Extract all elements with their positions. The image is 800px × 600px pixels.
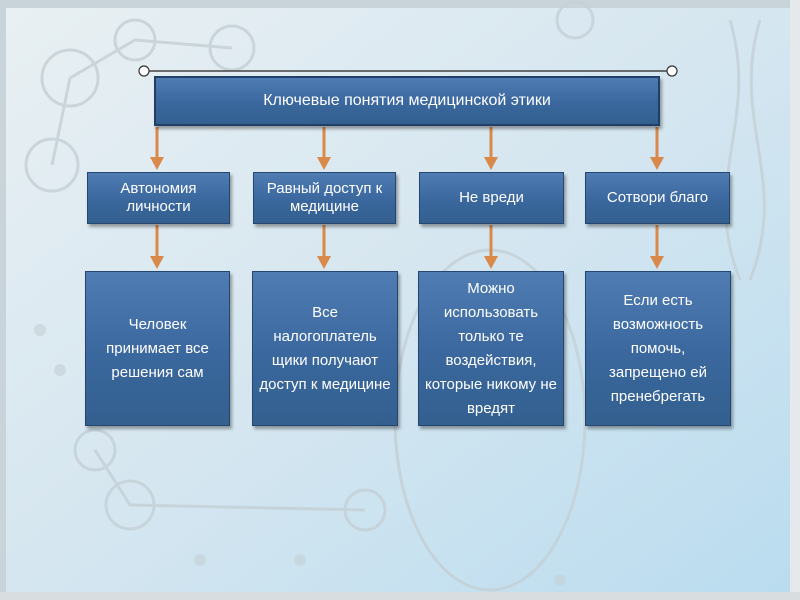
category-label: Сотвори благо: [606, 189, 709, 206]
arrow-cat-1-to-detail-1: [150, 225, 164, 269]
detail-box-do-no-harm: [418, 271, 564, 426]
detail-text: Все налогоплатель щики получают доступ к медицине: [259, 303, 391, 393]
detail-box-equal-access: [252, 271, 398, 426]
detail-text: Человек принимает все решения сам: [106, 315, 209, 381]
arrow-cat-2-to-detail-2: [317, 225, 331, 269]
category-label: Равный доступ к медицине: [266, 180, 383, 215]
arrow-header-to-cat-3: [484, 127, 498, 170]
arrow-header-to-cat-2: [317, 127, 331, 170]
category-box-do-no-harm: [419, 172, 564, 224]
diagram-title: Ключевые понятия медицинской этики: [263, 92, 551, 109]
category-label: Автономия личности: [120, 180, 197, 215]
category-box-equal-access: [253, 172, 396, 224]
arrow-cat-3-to-detail-3: [484, 225, 498, 269]
arrow-cat-4-to-detail-4: [650, 225, 664, 269]
category-box-autonomy: [87, 172, 230, 224]
category-label: Не вреди: [459, 189, 524, 206]
arrow-header-to-cat-1: [150, 127, 164, 170]
arrow-header-to-cat-4: [650, 127, 664, 170]
detail-box-autonomy: [85, 271, 230, 426]
detail-text: Можно использовать только те воздействия, которые никому не вредят: [425, 279, 557, 417]
detail-text: Если есть возможность помочь, запрещено ей пренебрегать: [608, 291, 708, 405]
category-box-do-good: [585, 172, 730, 224]
diagram-title-box: [154, 76, 660, 126]
detail-box-do-good: [585, 271, 731, 426]
